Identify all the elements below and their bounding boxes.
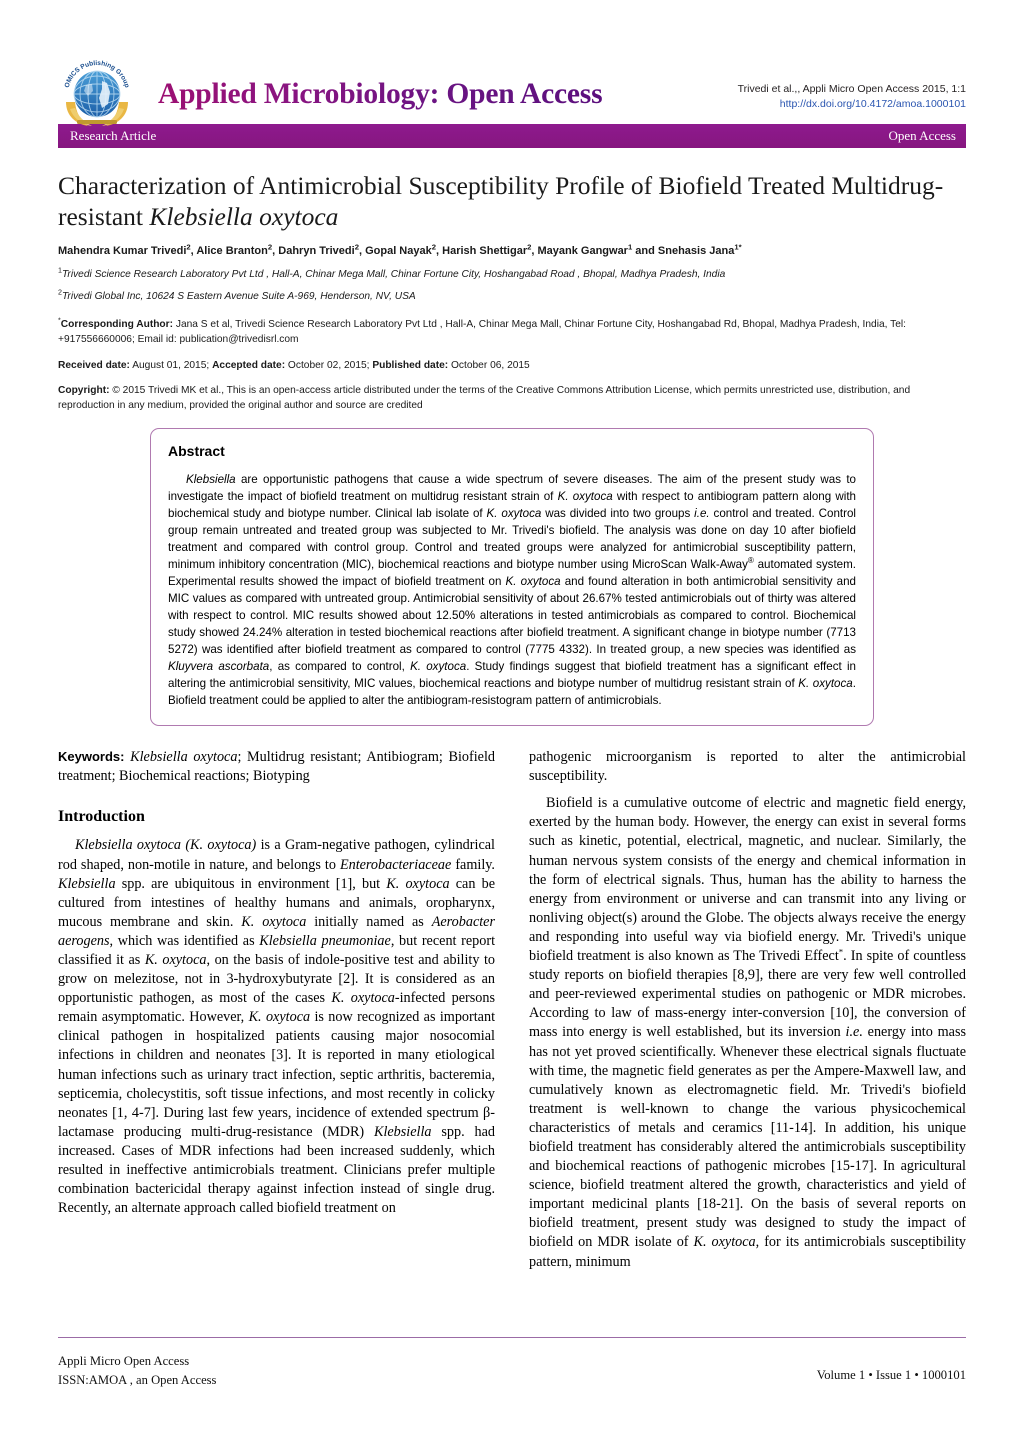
footer-issn: ISSN:AMOA , an Open Access	[58, 1372, 217, 1387]
footer-volume-issue: Volume 1 • Issue 1 • 1000101	[816, 1368, 966, 1382]
intro-seg-a: is a Gram-negative pathogen, cylindrical rod shaped, non-motile in nature, and belongs to	[58, 837, 495, 873]
page-title	[58, 170, 966, 232]
keywords-italic-term: Klebsiella oxytoca	[124, 749, 238, 766]
abstract-seg-f: and found alteration in both antimicrobial sensitivity and MIC values as compared with untreated group. Antimicrobial sensitivity of about 26.67% tested antimicrobials out of thirty was altered with respect to control. MIC results showed about 12.50% alterations in tested antimicrobials as compared to control. Biochemical study showed 24.24% alteration in tested biochemical reactions after biofield treatment. A significant change in biotype number (7713 5272) was identified after biofield treatment as compared to control (7775 4332). In treated group, a new species was identified as	[168, 574, 856, 656]
abstract-italic-5: K. oxytoca	[505, 574, 561, 588]
intro-seg-f: , which was identified as	[109, 932, 260, 949]
footer-journal-name: Appli Micro Open Access	[58, 1354, 190, 1368]
abstract-italic-7: K. oxytoca	[410, 660, 467, 673]
intro-italic-5: K. oxytoca	[241, 913, 307, 930]
article-type-label: Research Article	[70, 128, 157, 143]
received-date: August 01, 2015;	[129, 359, 213, 371]
abstract-italic-6: Kluyvera ascorbata	[168, 660, 270, 673]
abstract-seg-j: . Biofield treatment could be applied to alter the antibiogram-resistogram pattern of antimicrobials.	[168, 677, 856, 708]
trivedi-effect-mark: *	[838, 946, 844, 957]
abstract-italic-4: i.e.	[694, 506, 710, 520]
abstract-italic-8: K. oxytoca	[798, 677, 853, 691]
body-columns	[58, 748, 966, 1280]
article-type-band	[58, 124, 966, 148]
affiliation-2	[58, 290, 966, 305]
title-main: Characterization of Antimicrobial Susceptibility Profile of Biofield Treated Multidrug-resistant	[58, 171, 944, 232]
article-metadata	[58, 317, 966, 413]
corresponding-marker: *	[58, 316, 61, 325]
corresponding-author	[58, 317, 966, 348]
journal-title: Applied Microbiology: Open Access	[158, 78, 603, 110]
intro-seg-h: , on the basis of indole-positive test and ability to grow on melezitose, not in 3-hydroxybutyrate [2]. It is considered as an opportunistic pathogen, as most of the cases	[58, 952, 496, 1007]
abstract-seg-e: automated system. Experimental results showed the impact of biofield treatment on	[168, 557, 856, 588]
intro-italic-10: K. oxytoca	[248, 1009, 311, 1026]
intro-italic-1: Klebsiella oxytoca (K. oxytoca)	[75, 837, 257, 854]
copyright-text: © 2015 Trivedi MK et al., This is an open-access article distributed under the terms of the Creative Commons Attribution License, which permits unrestricted use, distribution, and reproduction in any medium, provided the original author and source are credited	[58, 385, 911, 412]
affiliation-1-marker: 1	[58, 266, 62, 275]
intro-italic-11: Klebsiella	[373, 1123, 432, 1140]
abstract-box	[150, 428, 874, 726]
intro-seg-c: spp. are ubiquitous in environment [1], but	[115, 875, 387, 892]
intro-seg-g: , but recent report classified it as	[58, 932, 496, 968]
corresponding-label: Corresponding Author:	[60, 319, 174, 331]
abstract-seg-h: . Study findings suggest that biofield treatment has a significant effect in altering the antimicrobial sensitivity, MIC values, biochemical reactions and biotype number of multidrug resistant strain of	[168, 660, 856, 691]
accepted-date: October 02, 2015;	[285, 359, 373, 371]
page-footer	[58, 1352, 966, 1390]
intro2-seg-b: . In spite of countless study reports on biofield therapies [8,9], there are very few well controlled and peer-reviewed experimental studies on pathogenic or MDR microbes. According to law of mass-energy inter-conversion [10], the conversion of mass into energy is well established, but its inversion	[529, 948, 967, 1041]
introduction-heading: Introduction	[58, 808, 145, 826]
abstract-heading: Abstract	[168, 442, 225, 459]
keywords-label: Keywords:	[58, 749, 125, 765]
footer-left	[58, 1352, 216, 1390]
intro-italic-4: K. oxytoca	[386, 875, 450, 892]
affiliation-1-text: Trivedi Science Research Laboratory Pvt Ltd , Hall-A, Chinar Mega Mall, Chinar Fortune City, Hoshangabad Road , Bhopal, Madhya Pradesh, India	[61, 268, 726, 280]
intro-italic-8: K. oxytoca	[144, 952, 207, 968]
open-access-label: Open Access	[888, 128, 956, 143]
doi-link[interactable]: http://dx.doi.org/10.4172/amoa.1000101	[779, 98, 966, 111]
abstract-seg-b: with respect to antibiogram pattern along with biochemical study and biotype number. Clinical lab isolate of	[168, 489, 857, 520]
abstract-seg-g: , as compared to control,	[269, 660, 411, 673]
citation-line: Trivedi et al.,, Appli Micro Open Access 2015, 1:1	[737, 83, 966, 95]
accepted-label: Accepted date:	[212, 359, 286, 371]
published-label: Published date:	[372, 359, 449, 371]
abstract-seg-d: control and treated. Control group remain untreated and treated group was subjected to Mr. Trivedi's biofield. The analysis was done on day 10 after biofield treatment and compared with control group. Control and treated groups were analyzed for antimicrobial susceptibility pattern, minimum inhibitory concentration (MIC), biochemical reactions and biotype number using MicroScan Walk-Away	[168, 506, 857, 571]
published-date: October 06, 2015	[448, 359, 530, 371]
column-right	[529, 748, 966, 1280]
footer-divider	[58, 1337, 966, 1338]
intro-italic-2: Enterobacteriaceae	[339, 856, 452, 873]
intro-seg-e: initially named as	[306, 913, 432, 930]
title-species: Klebsiella oxytoca	[149, 202, 339, 232]
abstract-italic-3: K. oxytoca	[486, 506, 542, 520]
affiliation-1	[58, 268, 966, 283]
intro-italic-3: Klebsiella	[58, 875, 116, 892]
intro-seg-j: is now recognized as important clinical pathogen in hospitalized patients causing major nosocomial infections in children and neonates [3]. It is reported in many etiological human infections such as urinary tract infection, septic arthritis, bacteremia, septicemia, cholecystitis, soft tissue infections, and most recently in colicky neonates [1, 4-7]. During last few years, incidence of extended spectrum β-lactamase producing multi-drug-resistance (MDR)	[58, 1009, 496, 1140]
intro-seg-d: can be cultured from intestines of healthy humans and animals, oropharynx, mucous membrane and skin.	[58, 875, 495, 930]
keywords	[58, 748, 495, 786]
received-label: Received date:	[58, 359, 130, 371]
masthead	[58, 0, 966, 111]
introduction-paragraph-2	[529, 794, 966, 1271]
article-dates	[58, 358, 966, 373]
abstract-seg-a: are opportunistic pathogens that cause a wide spectrum of severe diseases. The aim of the present study was to investigate the impact of biofield treatment on multidrug resistant strain of	[168, 472, 856, 503]
introduction-paragraph-1-continued: pathogenic microorganism is reported to alter the antimicrobial susceptibility.	[529, 749, 966, 785]
abstract-italic-1: Klebsiella	[186, 472, 236, 486]
affiliation-2-marker: 2	[58, 289, 62, 297]
abstract-italic-2: K. oxytoca	[557, 489, 613, 503]
keywords-rest: ; Multidrug resistant; Antibiogram; Biofield treatment; Biochemical reactions; Biotyping	[58, 749, 495, 785]
intro-italic-9: K. oxytoca	[331, 990, 395, 1007]
omics-globe-logo-icon	[58, 54, 136, 132]
author-list: Mahendra Kumar Trivedi$^2$, Alice Branton$^2$, Dahryn Trivedi$^2$, Gopal Nayak$^2$, Harish Shettigar$^2$, Mayank Gangwar$^1$ and Snehasis Jana$^{1*}$	[58, 242, 742, 258]
intro-seg-i: -infected persons remain asymptomatic. However,	[58, 990, 496, 1026]
abstract-registered-mark: ®	[747, 555, 754, 565]
svg-text:OMICS Publishing Group: OMICS Publishing Group	[63, 59, 131, 89]
copyright-label: Copyright:	[58, 385, 110, 397]
affiliation-2-text: Trivedi Global Inc, 10624 S Eastern Avenue Suite A-969, Henderson, NV, USA	[61, 291, 416, 303]
intro-seg-b: family.	[451, 856, 495, 873]
corresponding-text: Jana S et al, Trivedi Science Research Laboratory Pvt Ltd , Hall-A, Chinar Mega Mall, Chinar Fortune City, Hoshangabad Rd, Bhopal, Madhya Pradesh, India, Tel: +917556660006; Email id: publication@trivedisrl.com	[58, 319, 906, 346]
intro2-seg-a: Biofield is a cumulative outcome of electric and magnetic field energy, exerted by the human body. However, the energy can exist in several forms such as kinetic, potential, electrical, magnetic, and nuclear. Similarly, the human nervous system consists of the energy and chemical information in the form of electrical signals. Thus, human has the ability to harness the energy from environment or universe and can transmit into any living or nonliving object(s) around the Globe. The objects always receive the energy and responding into useful way via biofield energy. Mr. Trivedi's unique biofield treatment is also known as The Trivedi Effect	[529, 795, 966, 965]
intro-italic-7: Klebsiella pneumoniae	[259, 932, 391, 949]
copyright-notice	[58, 383, 966, 414]
abstract-text	[168, 471, 856, 709]
intro2-italic-2: K. oxytoca	[693, 1234, 756, 1251]
intro-italic-6: Aerobacter aerogens	[58, 913, 495, 949]
intro2-seg-d: , for its antimicrobials susceptibility pattern, minimum	[529, 1234, 966, 1270]
intro2-seg-c: energy into mass has not yet proved scientifically. Whenever these electrical signals fluctuate with time, the magnetic field generates as per the Ampere-Maxwell law, and cumulatively known as electromagnetic field. Mr. Trivedi's biofield treatment is well-known to change the various physicochemical characteristics of metals and ceramics [11-14]. In addition, his unique biofield treatment has considerably altered the antimicrobials susceptibility and biochemical reactions of pathogenic microbes [15-17]. In agricultural science, biofield treatment altered the growth, characteristics and yield of important medicinal plants [18-21]. On the basis of several reports on biofield treatment, present study was designed to study the impact of biofield on MDR isolate of	[529, 1024, 966, 1251]
citation-block	[738, 82, 966, 112]
column-left	[58, 748, 495, 1280]
introduction-paragraph-1	[58, 836, 495, 1218]
abstract-seg-c: was divided into two groups	[541, 506, 695, 520]
intro-seg-k: spp. had increased. Cases of MDR infections had been increased suddenly, which resulted in ineffective antimicrobials treatment. Clinicians prefer multiple combination bactericidal therapy against infection instead of single drug. Recently, an alternate approach called biofield treatment on	[58, 1123, 495, 1217]
intro2-italic-1: i.e.	[845, 1024, 863, 1041]
